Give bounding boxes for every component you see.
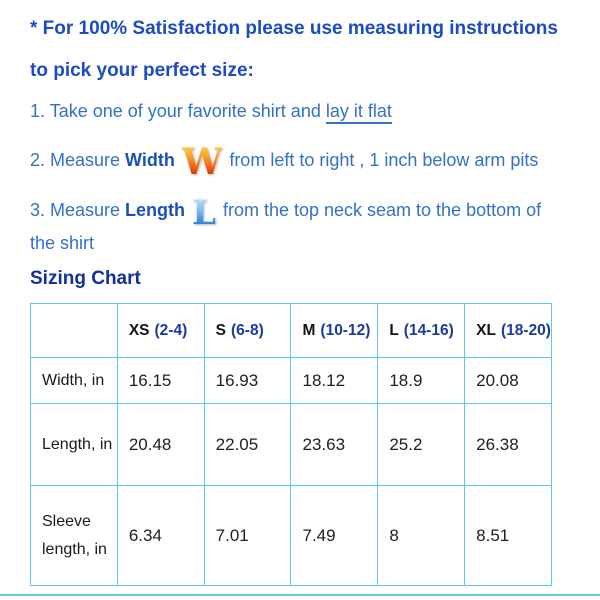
size-label: XS [128, 321, 150, 339]
size-label: S [215, 321, 226, 339]
size-label: L [389, 321, 399, 339]
sizing-table-header-row [31, 304, 552, 358]
size-col-s [204, 304, 291, 358]
width-letter-icon: W [181, 141, 223, 183]
lay-it-flat-link[interactable]: lay it flat [326, 101, 392, 124]
value-cell: 25.2 [378, 404, 465, 486]
step-2-text: 2. Measure [30, 150, 126, 170]
size-range: (10-12) [320, 321, 371, 339]
step-3-line1 [30, 190, 592, 233]
value-cell: 20.08 [465, 358, 552, 404]
value-cell: 16.15 [117, 358, 204, 404]
corner-cell [31, 304, 118, 358]
length-keyword: Length [125, 200, 186, 220]
value-cell: 16.93 [204, 358, 291, 404]
value-cell: 18.9 [378, 358, 465, 404]
value-cell: 26.38 [465, 404, 552, 486]
size-label: XL [476, 321, 496, 339]
row-label-sleeve: Sleeve length, in [31, 486, 118, 586]
value-cell: 7.49 [291, 486, 378, 586]
size-range: (14-16) [403, 321, 454, 339]
size-range: (18-20) [500, 321, 551, 339]
value-cell: 18.12 [291, 358, 378, 404]
step-3 [30, 190, 592, 255]
size-col-xs [117, 304, 204, 358]
width-row [31, 358, 552, 404]
value-cell: 22.05 [204, 404, 291, 486]
size-label: M [302, 321, 316, 339]
step-3-text-suffix: from the top neck seam to the bottom of [222, 200, 542, 220]
step-1 [30, 99, 592, 123]
step-3-line2: the shirt [30, 233, 95, 253]
value-cell: 20.48 [117, 404, 204, 486]
step-2-text-suffix: from left to right , 1 inch below arm pits [229, 150, 539, 170]
bottom-divider [0, 594, 600, 596]
value-cell: 8 [378, 486, 465, 586]
step-3-text: 3. Measure [30, 200, 126, 220]
satisfaction-note [30, 8, 592, 92]
length-letter-icon: L [192, 193, 216, 233]
size-col-l [378, 304, 465, 358]
size-col-m [291, 304, 378, 358]
step-1-text: 1. Take one of your favorite shirt and [30, 101, 326, 121]
satisfaction-note-line2: to pick your perfect size: [30, 60, 254, 81]
value-cell: 7.01 [204, 486, 291, 586]
length-row [31, 404, 552, 486]
value-cell: 8.51 [465, 486, 552, 586]
row-label-width: Width, in [31, 358, 118, 404]
sleeve-row [31, 486, 552, 586]
size-range: (6-8) [231, 321, 264, 339]
size-range: (2-4) [154, 321, 188, 339]
width-keyword: Width [125, 150, 175, 170]
value-cell: 23.63 [291, 404, 378, 486]
satisfaction-note-line1: * For 100% Satisfaction please use measuring instructions [30, 18, 558, 39]
sizing-chart-heading: Sizing Chart [30, 268, 141, 289]
size-col-xl [465, 304, 552, 358]
row-label-length: Length, in [31, 404, 118, 486]
step-2 [30, 140, 592, 183]
sizing-table [30, 303, 552, 586]
value-cell: 6.34 [117, 486, 204, 586]
